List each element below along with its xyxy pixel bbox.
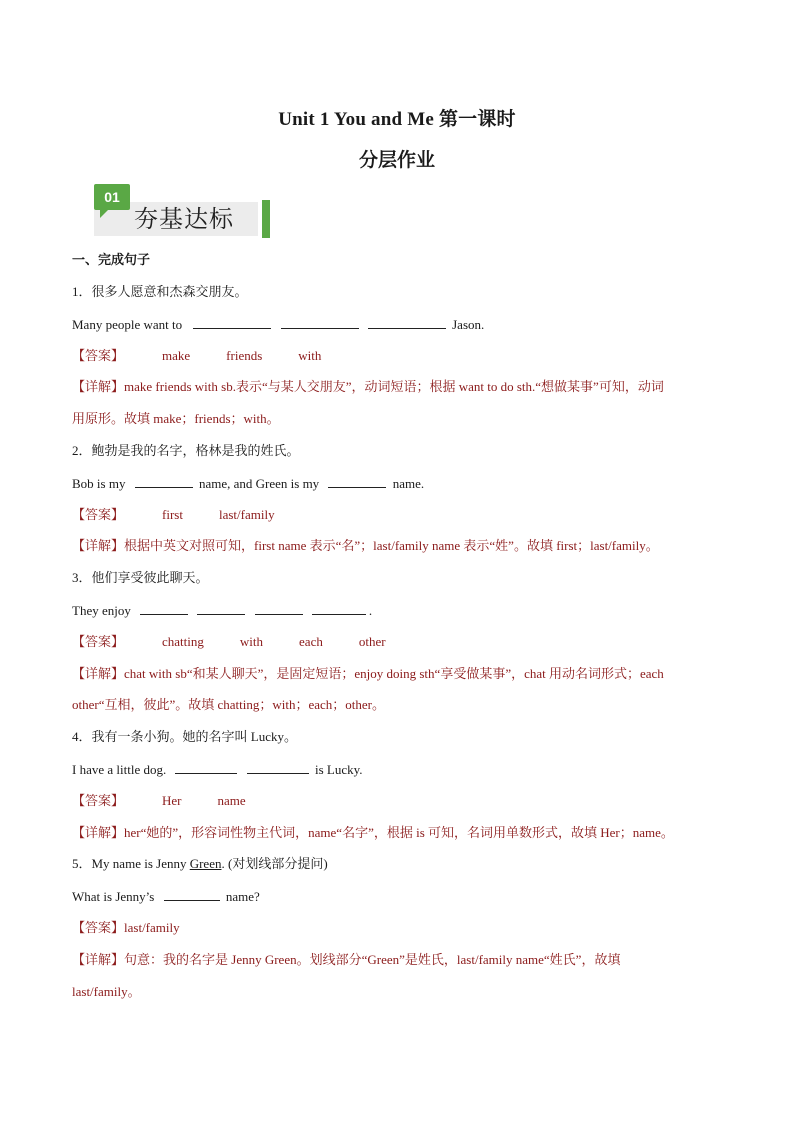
q5-sentence-start: What is Jenny’s — [72, 889, 155, 905]
q1-answer — [72, 346, 732, 378]
q1-detail — [72, 377, 732, 409]
q5-answer — [72, 918, 732, 950]
q4-sentence-end: is Lucky. — [314, 761, 363, 777]
answer-tag: 【答案】 — [72, 347, 125, 363]
q5-detail-line-1: 句意：我的名字是 Jenny Green。划线部分“Green”是姓氏，last/family name“姓氏”，故填 — [124, 951, 621, 967]
q2-blank-2[interactable] — [328, 473, 386, 488]
q5-detail-line-2: last/family。 — [72, 983, 141, 999]
q3-detail-line-1: chat with sb“和某人聊天”，是固定短语；enjoy doing sth“享受做某事”，chat 用动名词形式；each — [124, 665, 664, 681]
q2-sentence — [72, 473, 732, 505]
q2-detail-text: 根据中英文对照可知，first name 表示“名”；last/family name 表示“姓”。故填 first；last/family。 — [124, 538, 659, 554]
banner-accent-bar — [262, 200, 270, 238]
q3-answer-3: each — [299, 633, 323, 649]
q1-detail-line-1: make friends with sb.表示“与某人交朋友”，动词短语；根据 want to do sth.“想做某事”可知，动词 — [124, 379, 664, 395]
q2-answer-2: last/family — [218, 506, 275, 522]
q3-sentence — [72, 600, 732, 632]
q2-answer — [72, 505, 732, 537]
q5-prompt-start: 5．My name is Jenny — [72, 856, 190, 872]
q5-blank-1[interactable] — [164, 886, 220, 901]
q3-blank-1[interactable] — [140, 600, 188, 615]
banner-badge-tail — [100, 210, 108, 218]
detail-tag: 【详解】 — [72, 538, 125, 554]
q1-blank-1[interactable] — [193, 314, 271, 329]
q3-blank-2[interactable] — [197, 600, 245, 615]
q2-part-3: name. — [392, 475, 425, 491]
answer-tag: 【答案】 — [72, 506, 125, 522]
detail-tag: 【详解】 — [72, 951, 125, 967]
q1-blank-3[interactable] — [368, 314, 446, 329]
q1-detail-line-2: 用原形。故填 make；friends；with。 — [72, 411, 280, 427]
detail-tag: 【详解】 — [72, 665, 125, 681]
section-banner — [86, 184, 272, 238]
q4-detail — [72, 823, 732, 855]
q1-prompt: 1．很多人愿意和杰森交朋友。 — [72, 284, 248, 299]
q5-detail — [72, 950, 732, 982]
exercise-content — [72, 250, 732, 1013]
q3-answer-2: with — [239, 633, 264, 649]
q4-answer-2: name — [217, 792, 246, 808]
q1-blank-2[interactable] — [281, 314, 359, 329]
q3-sentence-start: They enjoy — [72, 602, 131, 618]
q3-detail — [72, 664, 732, 696]
q3-answer — [72, 632, 732, 664]
q4-detail-text: her“她的”，形容词性物主代词，name“名字”，根据 is 可知，名词用单数形式，故填 Her；name。 — [124, 824, 674, 840]
q5-sentence — [72, 886, 732, 918]
q2-part-2: name, and Green is my — [198, 475, 320, 491]
q4-sentence-start: I have a little dog. — [72, 761, 167, 777]
q3-answer-4: other — [358, 633, 386, 649]
q5-prompt-end: . (对划线部分提问) — [221, 856, 328, 872]
answer-tag: 【答案】 — [72, 792, 125, 808]
q2-blank-1[interactable] — [135, 473, 193, 488]
q3-detail-line-2: other“互相，彼此”。故填 chatting；with；each；other。 — [72, 697, 386, 713]
q2-prompt: 2．鲍勃是我的名字，格林是我的姓氏。 — [72, 442, 300, 458]
q3-answer-1: chatting — [162, 633, 204, 649]
q1-sentence — [72, 314, 732, 346]
q3-prompt: 3．他们享受彼此聊天。 — [72, 570, 209, 586]
q4-prompt: 4．我有一条小狗。她的名字叫 Lucky。 — [72, 729, 297, 745]
q3-blank-3[interactable] — [255, 600, 303, 615]
banner-number-badge: 01 — [94, 184, 130, 210]
q5-sentence-end: name? — [225, 889, 260, 905]
q1-answer-2: friends — [226, 347, 263, 363]
q5-answer-text: last/family — [124, 919, 180, 935]
q2-part-1: Bob is my — [72, 475, 126, 491]
q4-sentence — [72, 759, 732, 791]
q1-sentence-start: Many people want to — [72, 316, 183, 332]
q5-prompt — [72, 854, 732, 886]
banner-label: 夯基达标 — [134, 205, 234, 233]
page-subtitle: 分层作业 — [358, 150, 435, 171]
q3-blank-4[interactable] — [312, 600, 366, 615]
answer-tag: 【答案】 — [72, 919, 125, 935]
q4-answer — [72, 791, 732, 823]
detail-tag: 【详解】 — [72, 379, 125, 395]
q4-blank-2[interactable] — [247, 759, 309, 774]
q2-answer-1: first — [162, 506, 183, 522]
q1-sentence-end: Jason. — [452, 316, 485, 332]
q4-blank-1[interactable] — [175, 759, 237, 774]
q3-sentence-end: . — [368, 602, 373, 618]
section-heading: 一、完成句子 — [72, 252, 151, 267]
q5-underlined-word: Green — [189, 856, 222, 872]
q2-detail — [72, 536, 732, 568]
answer-tag: 【答案】 — [72, 633, 125, 649]
detail-tag: 【详解】 — [72, 824, 125, 840]
q1-answer-3: with — [298, 347, 322, 363]
page-title: Unit 1 You and Me 第一课时 — [278, 109, 516, 130]
q4-answer-1: Her — [162, 792, 182, 808]
q1-answer-1: make — [162, 347, 191, 363]
